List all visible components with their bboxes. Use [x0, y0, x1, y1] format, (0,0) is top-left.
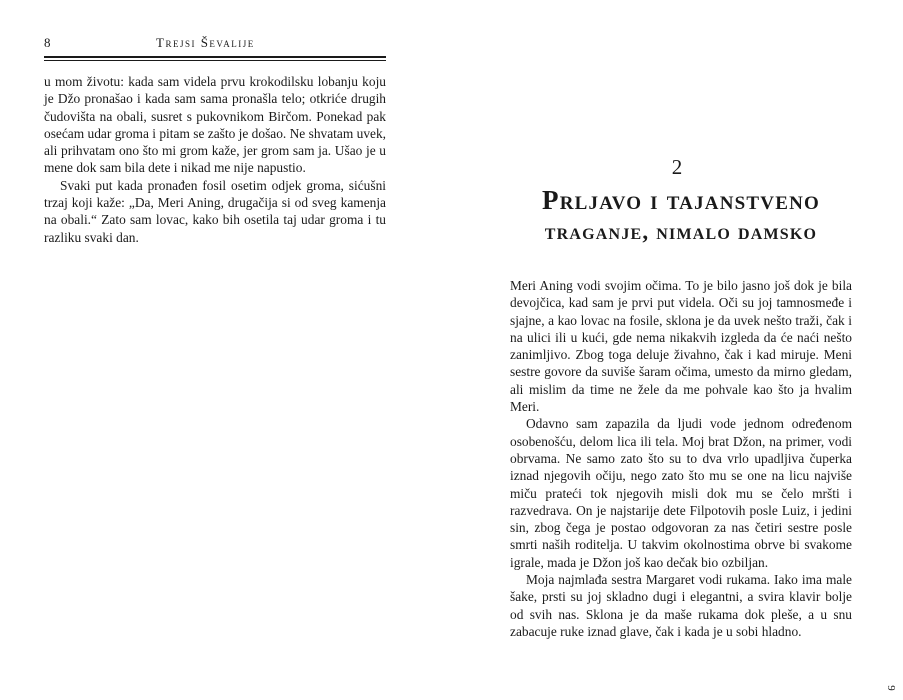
chapter-title-line-1: Prljavo i tajanstveno [542, 185, 820, 215]
paragraph: Svaki put kada pronađen fosil osetim odjek groma, sićušni trzaj koji kaže: „Da, Meri Aning, drugačija si od sveg kamenja na obali.“ Zato sam lovac, kako bih osetila taj udar groma i tu razliku svaki dan. [44, 177, 386, 245]
page-number: 8 [44, 35, 51, 50]
right-body-text [510, 277, 852, 640]
right-page [451, 0, 903, 700]
chapter-title [511, 183, 851, 247]
page-number: 9 [884, 685, 897, 691]
paragraph: u mom životu: kada sam videla prvu krokodilsku lobanju koju je Džo pronašao i kada sam sama pronašla telo; otkriće drugih čudovišta na obali, susret s pukovnikom Birčom. Ponekad pak osećam udar groma i pitam se zašto je došao. Ne shvatam uvek, ali prihvatam ono što mi grom kaže, jer grom sam ja. Ušao je u mene dok sam bila dete i nikad me nije napustio. [44, 74, 386, 176]
chapter-number: 2 [671, 155, 683, 179]
left-body-text [44, 73, 386, 246]
paragraph: Moja najmlađa sestra Margaret vodi rukama. Iako ima male šake, prsti su joj skladno dugi i elegantni, a svira klavir bolje od svih nas. Sklona je da maše rukama dok pleše, a u snu zabacuje ruke iznad glave, čak i kada je u sobi hladno. [510, 572, 852, 639]
header-rule-thick [44, 56, 386, 58]
running-head [44, 35, 386, 55]
paragraph: Meri Aning vodi svojim očima. To je bilo jasno još dok je bila devojčica, kad sam je prvi put videla. Oči su joj tamnosmeđe i sjajne, a kao lovac na fosile, sklona je da uvek nešto traži, čak i na ulici ili u kući, gde nema nikakvih izgleda da će naći nešto zanimljivo. Zbog toga deluje živahno, čak i kad miruje. Meni sestre govore da suviše šaram očima, umesto da mirno gledam, ali mislim da time ne žele da me pohvale kao što ja hvalim Meri. [510, 278, 852, 415]
chapter-title-line-2: traganje, nimalo damsko [544, 219, 818, 244]
left-page [0, 0, 451, 700]
paragraph: Odavno sam zapazila da ljudi vode jednom određenom osobenošću, delom lica ili tela. Moj brat Džon, na primer, vodi obrvama. Ne samo zato što su to dva vrlo upadljiva čuperka iznad njegovih očiju, nego zato što mu se one na licu najviše miču prateći tok njegovih misli dok mu se čelo mršti i razvedrava. On je najstarije dete Filpotovih posle Luiz, i jedini sin, zbog čega je postao odgovoran za nas četiri sestre posle smrti naših roditelja. U takvim okolnostima obrve bi svakome igrale, mada je Džon još kao dečak bio ozbiljan. [510, 416, 852, 570]
running-head-title: Trejsi Ševalije [156, 35, 255, 50]
header-rule-thin [44, 60, 386, 61]
